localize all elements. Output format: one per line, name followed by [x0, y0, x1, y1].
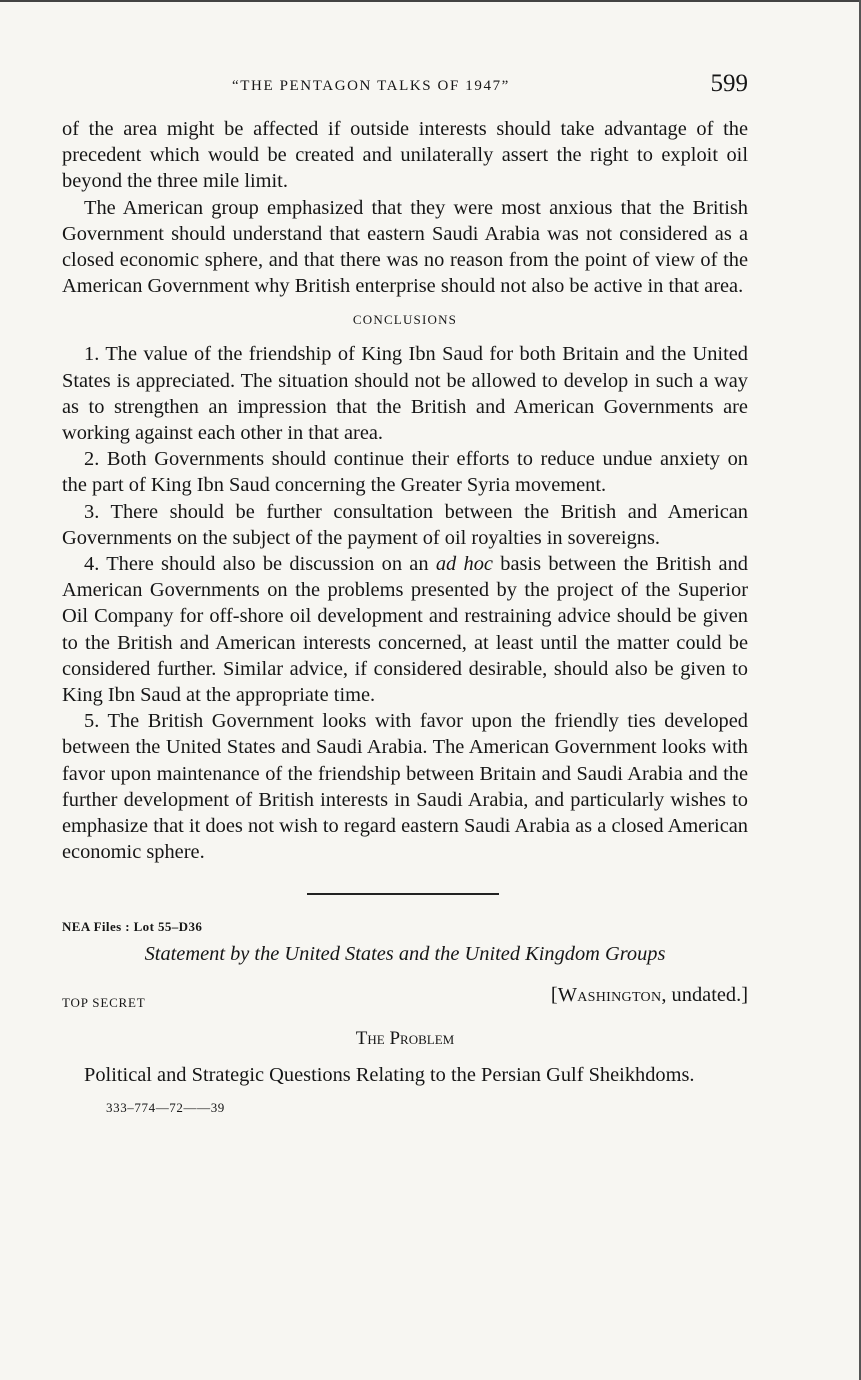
- dateline-bracket: [: [550, 983, 558, 1006]
- conclusion-item-4-start: 4. There should also be discussion on an: [84, 553, 436, 576]
- conclusion-item-5: 5. The British Government looks with favor upon the friendly ties developed between the United States and Saudi Arabia. The American Government looks with favor upon maintenance of the friendship between Britain and Saudi Arabia and the further development of British interests in Saudi Arabia, and particularly wishes to emphasize that it does not wish to regard eastern Saudi Arabia as a closed American economic sphere.: [62, 710, 748, 864]
- conclusions-heading: CONCLUSIONS: [352, 312, 458, 328]
- running-head: [62, 70, 748, 102]
- print-code: 333–774—72——39: [106, 1099, 225, 1115]
- running-title: “THE PENTAGON TALKS OF 1947”: [232, 78, 510, 94]
- dateline-rest: , undated.]: [661, 983, 748, 1006]
- ad-hoc-italic: ad hoc: [435, 553, 493, 576]
- conclusion-item-2: 2. Both Governments should continue their efforts to reduce undue anxiety on the part of King Ibn Saud concerning the Greater Syria movement.: [62, 448, 748, 497]
- american-group-paragraph: The American group emphasized that they were most anxious that the British Government should understand that eastern Saudi Arabia was not considered as a closed economic sphere, and that there was no reason from the point of view of the American Government why British enterprise should not also be active in that area.: [62, 196, 748, 298]
- problem-heading: The Problem: [355, 1027, 455, 1049]
- dateline-place: Washington: [557, 983, 662, 1006]
- section-divider: [307, 893, 499, 895]
- file-reference: NEA Files : Lot 55–D36: [62, 919, 203, 935]
- classification-row: [62, 982, 748, 1014]
- classification-label: TOP SECRET: [62, 994, 146, 1010]
- conclusion-item-4-rest: basis between the British and American Governments on the problems presented by the project of the Superior Oil Company for off-shore oil development and restraining advice should be given to the British and American interests concerned, at least until the matter could be considered further. Similar advice, if considered desirable, should also be given to King Ibn Saud at the appropriate time.: [62, 553, 748, 707]
- page-number: 599: [710, 70, 748, 97]
- conclusion-item-3: 3. There should be further consultation between the British and American Governments on the subject of the payment of oil royalties in sovereigns.: [62, 500, 748, 549]
- dateline: [551, 982, 748, 1008]
- page-body: [62, 116, 748, 1118]
- continued-paragraph: of the area might be affected if outside interests should take advantage of the precedent which would be created and unilaterally assert the right to exploit oil beyond the three mile limit.: [62, 118, 748, 193]
- page-top-edge: [0, 0, 861, 2]
- conclusion-item-1: 1. The value of the friendship of King Ibn Saud for both Britain and the United States is appreciated. The situation should not be allowed to develop in such a way as to strengthen an impression that the British and American Governments are working against each other in that area.: [62, 343, 748, 445]
- document-title: Statement by the United States and the United Kingdom Groups: [144, 943, 666, 966]
- problem-statement: Political and Strategic Questions Relating to the Persian Gulf Sheikhdoms.: [84, 1063, 695, 1086]
- conclusion-item-4: [62, 551, 748, 708]
